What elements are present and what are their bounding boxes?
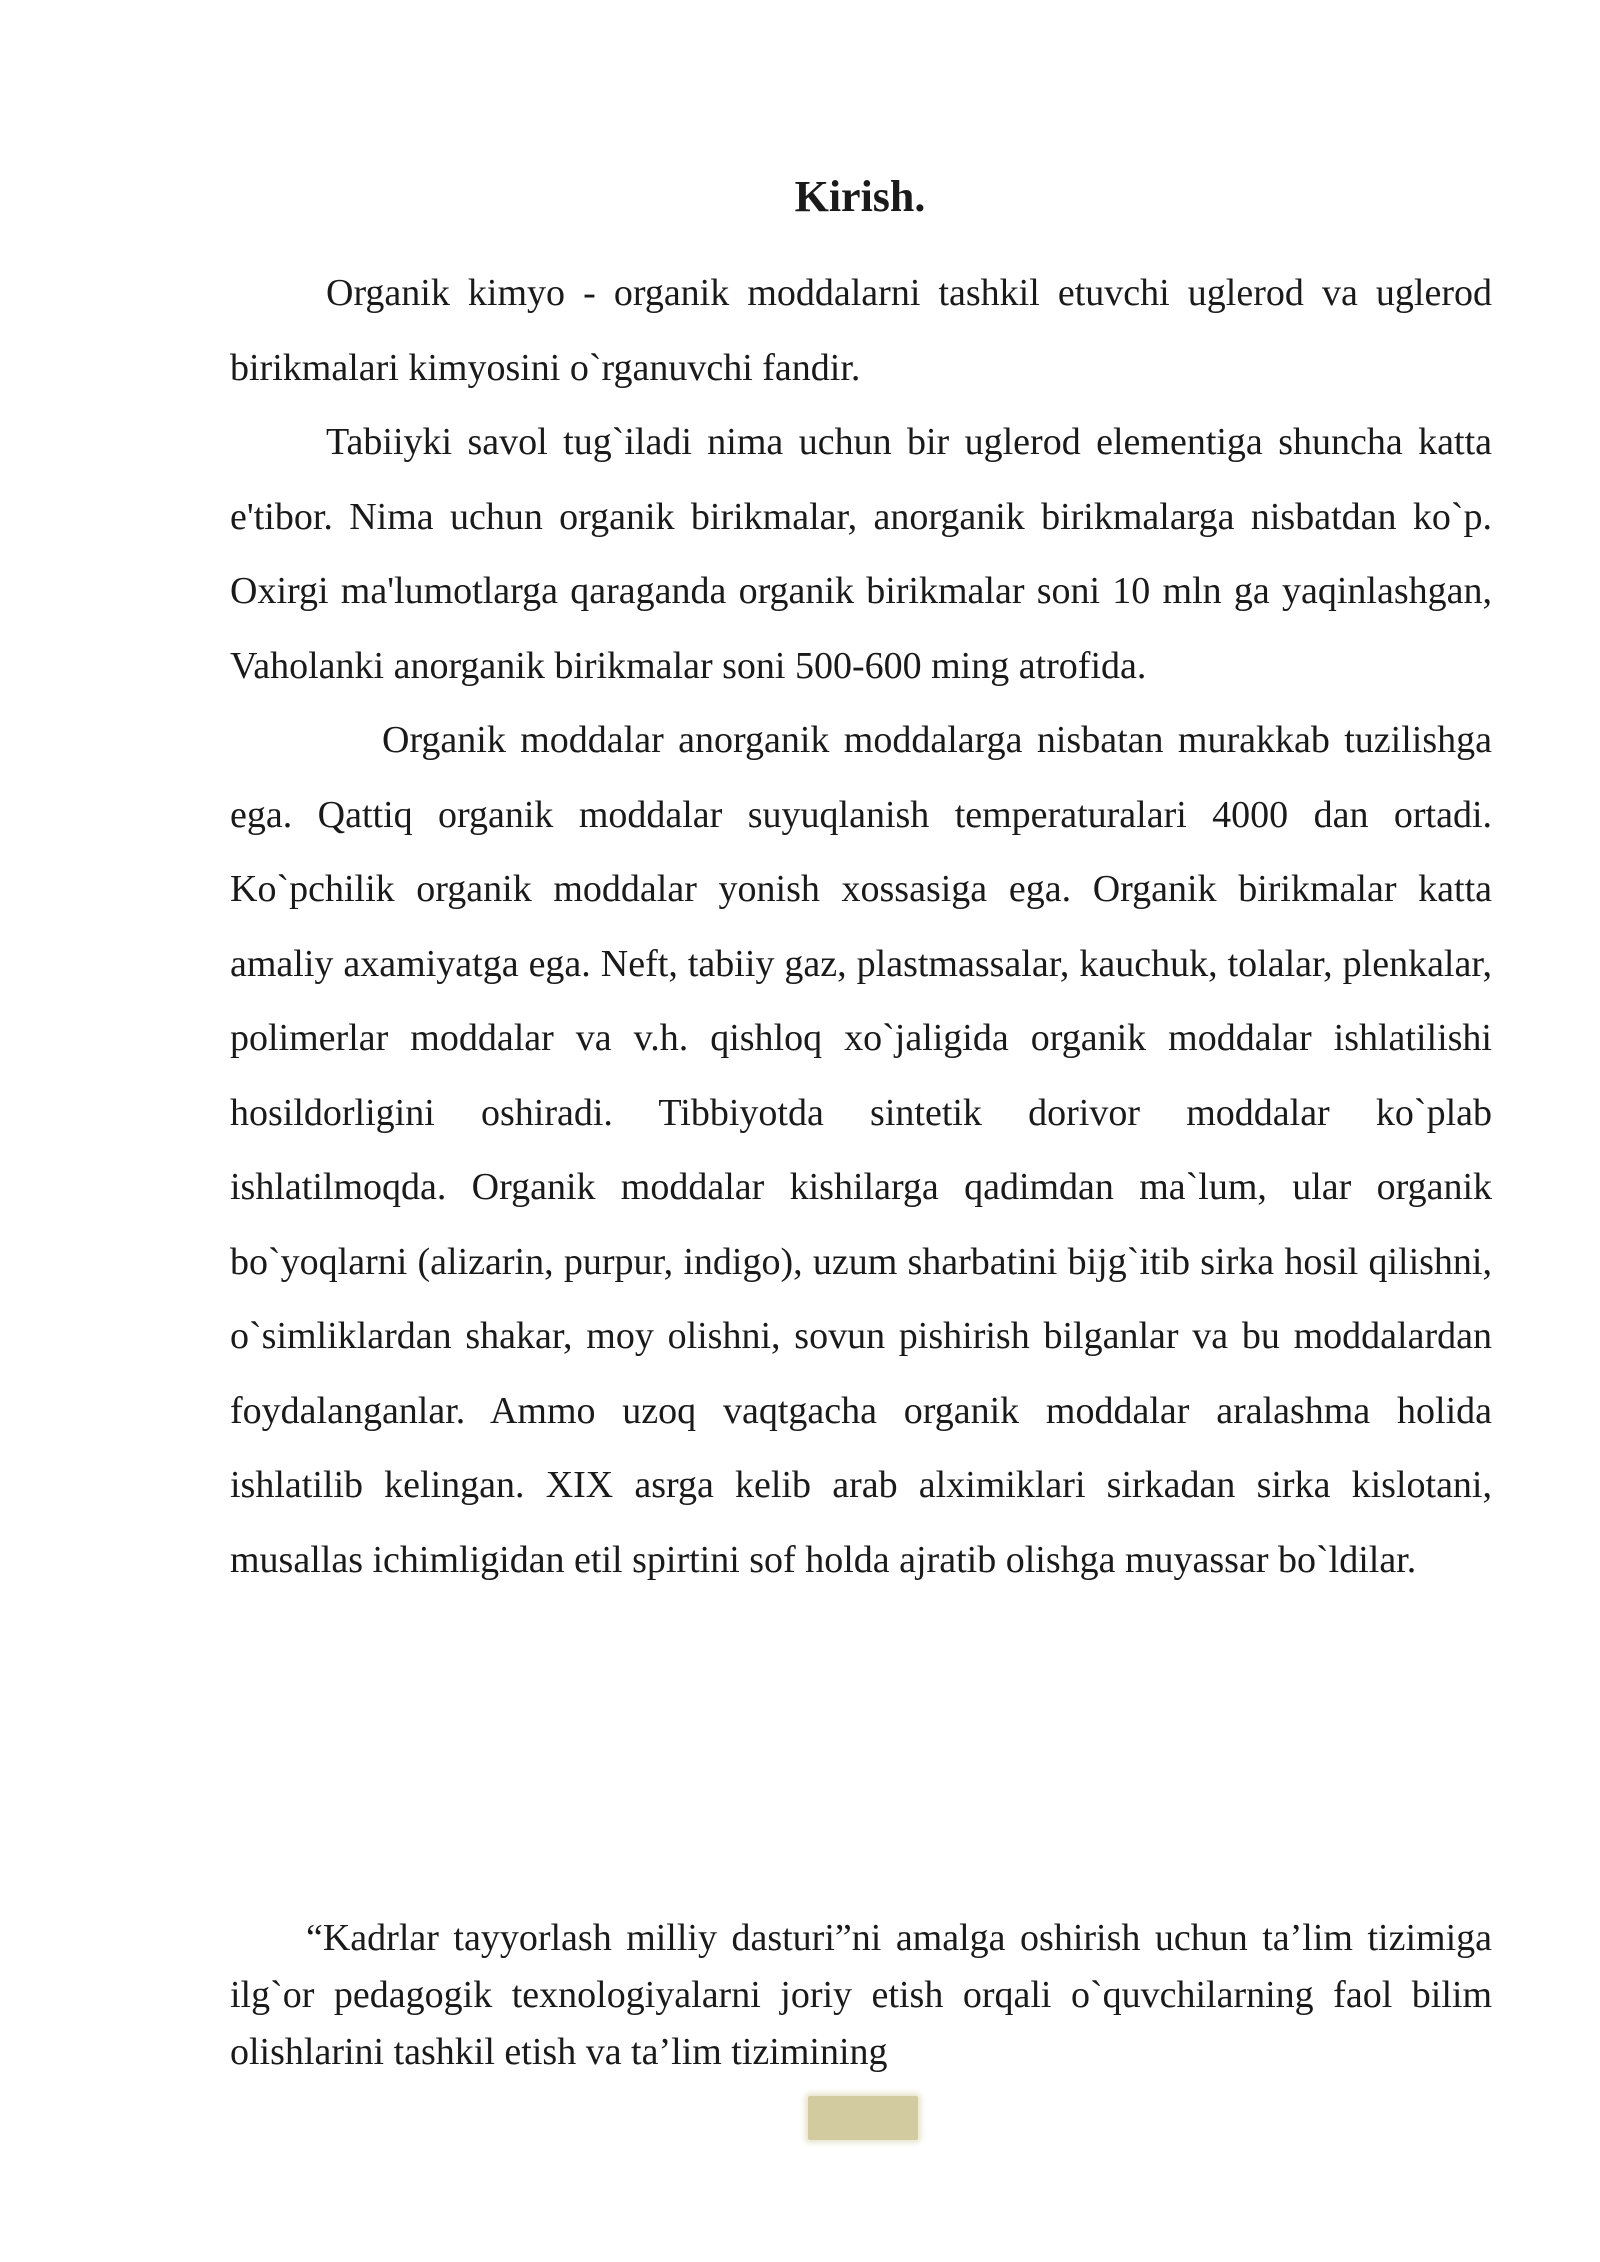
document-body-continued	[230, 1910, 1492, 2081]
paragraph-definition: Organik kimyo - organik moddalarni tashkil etuvchi uglerod va uglerod birikmalari kimyosini o`rganuvchi fandir.	[230, 272, 1492, 389]
document-body	[230, 256, 1492, 1597]
paragraph-organic-properties: Organik moddalar anorganik moddalarga nisbatan murakkab tuzilishga ega. Qattiq organik moddalar suyuqlanish temperaturalari 4000 dan ortadi. Ko`pchilik organik moddalar yonish xossasiga ega. Organik birikmalar katta amaliy axamiyatga ega. Neft, tabiiy gaz, plastmassalar, kauchuk, tolalar, plenkalar, polimerlar moddalar va v.h. qishloq xo`jaligida organik moddalar ishlatilishi hosildorligini oshiradi. Tibbiyotda sintetik dorivor moddalar ko`plab ishlatilmoqda. Organik moddalar kishilarga qadimdan ma`lum, ular organik bo`yoqlarni (alizarin, purpur, indigo), uzum sharbatini bijg`itib sirka hosil qilishni, o`simliklardan shakar, moy olishni, sovun pishirish bilganlar va bu moddalardan foydalanganlar. Ammo uzoq vaqtgacha organik moddalar aralashma holida ishlatilib kelingan. XIX asrga kelib arab alximiklari sirkadan sirka kislotani, musallas ichimligidan etil spirtini sof holda ajratib olishga muyassar bo`ldilar.	[230, 719, 1492, 1581]
page-title: Kirish.	[794, 172, 926, 221]
paragraph-education-program: “Kadrlar tayyorlash milliy dasturi”ni amalga oshirish uchun ta’lim tizimiga ilg`or pedagogik texnologiyalarni joriy etish orqali o`quvchilarning faol bilim olishlarini tashkil etish va ta’lim tizimining	[230, 1917, 1492, 2073]
page-number-box	[808, 2096, 918, 2140]
paragraph-carbon-question: Tabiiyki savol tug`iladi nima uchun bir uglerod elementiga shuncha katta e'tibor. Nima uchun organik birikmalar, anorganik birikmalarga nisbatdan ko`p. Oxirgi ma'lumotlarga qaraganda organik birikmalar soni 10 mln ga yaqinlashgan, Vaholanki anorganik birikmalar soni 500-600 ming atrofida.	[230, 421, 1492, 687]
